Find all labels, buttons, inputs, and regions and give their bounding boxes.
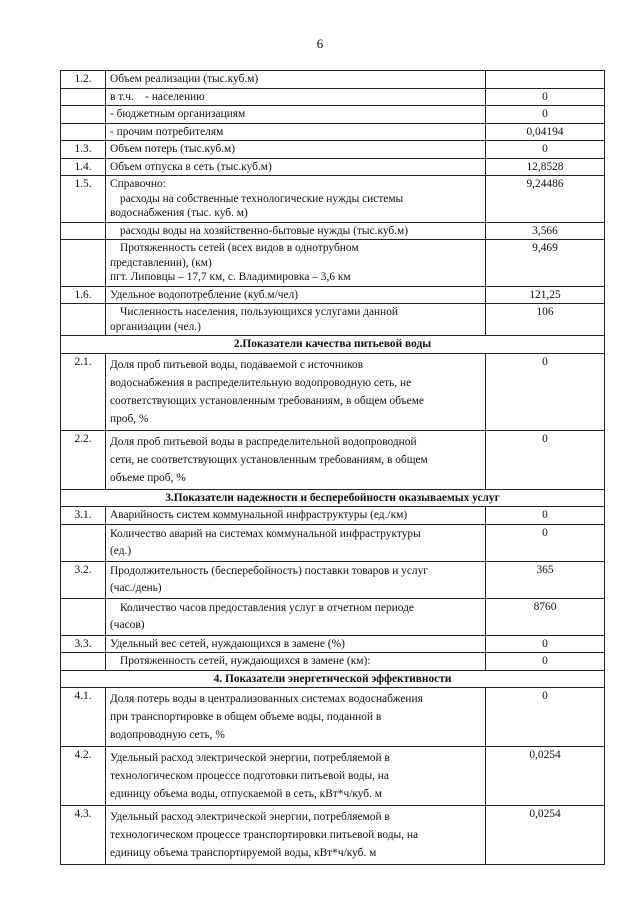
row-description: расходы воды на хозяйственно-бытовые нужды (тыс.куб.м) (106, 222, 486, 240)
table-row (61, 806, 605, 865)
row-number (61, 240, 106, 287)
section-header-row (61, 336, 605, 354)
row-number (61, 106, 106, 124)
row-number: 1.5. (61, 176, 106, 223)
row-line: Продолжительность (бесперебойность) поставки товаров и услуг (110, 564, 428, 577)
row-description (106, 304, 486, 336)
row-description (106, 688, 486, 747)
row-prefix: в т.ч. (110, 90, 134, 103)
table-row (61, 653, 605, 671)
row-value: 0 (486, 635, 605, 653)
table-row (61, 106, 605, 124)
row-line: Количество аварий на системах коммунальной инфраструктуры (110, 527, 421, 540)
row-description (106, 240, 486, 287)
indicators-table (60, 70, 605, 865)
row-description: Объем потерь (тыс.куб.м) (106, 141, 486, 159)
row-value: 12,8528 (486, 158, 605, 176)
row-number: 4.1. (61, 688, 106, 747)
row-value: 0 (486, 653, 605, 671)
row-description (106, 806, 486, 865)
row-value: 106 (486, 304, 605, 336)
row-number: 1.6. (61, 286, 106, 304)
row-value: 9,469 (486, 240, 605, 287)
row-line: технологическом процессе подготовки питьевой воды, на (110, 770, 389, 782)
row-value: 0 (486, 524, 605, 561)
row-line: водоснабжения в распределительную водопроводную сеть, не (110, 376, 412, 389)
row-line: объеме проб, % (110, 471, 186, 484)
table-row (61, 688, 605, 747)
row-line: Удельный расход электрической энергии, потребляемой в (110, 752, 390, 764)
table-row (61, 123, 605, 141)
section-header-row (61, 670, 605, 688)
row-description: Удельный вес сетей, нуждающихся в замене (%) (106, 635, 486, 653)
row-number (61, 598, 106, 635)
row-number (61, 222, 106, 240)
row-number: 1.4. (61, 158, 106, 176)
section-title: 2.Показатели качества питьевой воды (61, 336, 605, 354)
row-value: 0,0254 (486, 747, 605, 806)
row-value: 121,25 (486, 286, 605, 304)
row-line: соответствующих установленным требованиям, в общем объеме (110, 394, 424, 407)
row-value: 0 (486, 88, 605, 106)
row-line: пгт. Липовцы – 17,7 км, с. Владимировка – 3,6 км (110, 271, 351, 283)
row-value: 0,04194 (486, 123, 605, 141)
row-value: 3,566 (486, 222, 605, 240)
row-line: (ед.) (110, 544, 132, 557)
row-value: 365 (486, 561, 605, 598)
table-row (61, 176, 605, 223)
row-number (61, 123, 106, 141)
row-line: Справочно: (110, 178, 166, 190)
row-value: 0,0254 (486, 806, 605, 865)
table-row (61, 240, 605, 287)
row-value: 0 (486, 688, 605, 747)
row-line: представлении), (км) (110, 256, 212, 269)
table-row (61, 635, 605, 653)
row-line: единицу объема транспортируемой воды, кВт*ч/куб. м (110, 847, 377, 859)
row-line: технологическом процессе транспортировки питьевой воды, на (110, 829, 419, 841)
row-description (106, 524, 486, 561)
row-number (61, 524, 106, 561)
row-line: водопроводную сеть, % (110, 729, 225, 741)
row-description: - прочим потребителям (106, 123, 486, 141)
row-description: Объем реализации (тыс.куб.м) (106, 71, 486, 89)
row-number (61, 653, 106, 671)
row-number: 2.1. (61, 353, 106, 430)
row-value (486, 71, 605, 89)
table-row (61, 747, 605, 806)
table-row (61, 353, 605, 430)
table-row (61, 141, 605, 159)
row-number: 3.1. (61, 507, 106, 525)
section-title: 3.Показатели надежности и бесперебойности оказываемых услуг (61, 489, 605, 507)
row-description: Удельное водопотребление (куб.м/чел) (106, 286, 486, 304)
row-line: при транспортировке в общем объеме воды, поданной в (110, 711, 382, 723)
row-number: 3.3. (61, 635, 106, 653)
row-number: 1.2. (61, 71, 106, 89)
table-row (61, 71, 605, 89)
section-header-row (61, 489, 605, 507)
row-description (106, 176, 486, 223)
table-row (61, 286, 605, 304)
row-number: 4.3. (61, 806, 106, 865)
table-row (61, 158, 605, 176)
row-line: Протяженность сетей (всех видов в однотрубном (120, 242, 359, 254)
row-number: 1.3. (61, 141, 106, 159)
row-line: Доля проб питьевой воды в распределительной водопроводной (110, 435, 417, 448)
row-number: 3.2. (61, 561, 106, 598)
row-number: 2.2. (61, 430, 106, 489)
table-row (61, 524, 605, 561)
table-row (61, 598, 605, 635)
row-line: сети, не соответствующих установленным требованиям, в общем (110, 453, 428, 466)
row-line: Количество часов предоставления услуг в отчетном периоде (120, 601, 414, 614)
row-number (61, 88, 106, 106)
row-description: Протяженность сетей, нуждающихся в замене (км): (106, 653, 486, 671)
table-row (61, 561, 605, 598)
table-row (61, 430, 605, 489)
row-description (106, 747, 486, 806)
row-description (106, 561, 486, 598)
row-line: (часов) (110, 618, 145, 631)
row-description: Объем отпуска в сеть (тыс.куб.м) (106, 158, 486, 176)
row-description (106, 353, 486, 430)
row-text: - населению (145, 90, 205, 103)
row-value: 0 (486, 507, 605, 525)
table-row (61, 507, 605, 525)
row-description: Аварийность систем коммунальной инфраструктуры (ед./км) (106, 507, 486, 525)
row-line: проб, % (110, 412, 149, 425)
row-line: расходы на собственные технологические нужды системы (120, 192, 404, 205)
table-row (61, 222, 605, 240)
row-value: 0 (486, 106, 605, 124)
row-value: 0 (486, 353, 605, 430)
row-line: Доля потерь воды в централизованных системах водоснабжения (110, 693, 423, 705)
row-number: 4.2. (61, 747, 106, 806)
row-line: Удельный расход электрической энергии, потребляемой в (110, 811, 390, 823)
table-row (61, 304, 605, 336)
row-value: 0 (486, 141, 605, 159)
row-line: водоснабжения (тыс. куб. м) (110, 207, 248, 219)
row-line: Доля проб питьевой воды, подаваемой с источников (110, 358, 364, 371)
row-description (106, 598, 486, 635)
row-value: 8760 (486, 598, 605, 635)
section-title: 4. Показатели энергетической эффективности (61, 670, 605, 688)
page-number: 6 (316, 36, 324, 51)
row-description (106, 88, 486, 106)
row-value: 0 (486, 430, 605, 489)
row-line: единицу объема воды, отпускаемой в сеть, кВт*ч/куб. м (110, 788, 382, 800)
row-description (106, 430, 486, 489)
row-line: Численность населения, пользующихся услугами данной (120, 306, 399, 318)
row-line: (час./день) (110, 581, 162, 594)
row-value: 9,24486 (486, 176, 605, 223)
row-description: - бюджетным организациям (106, 106, 486, 124)
row-number (61, 304, 106, 336)
table-row (61, 88, 605, 106)
row-line: организации (чел.) (110, 320, 201, 333)
